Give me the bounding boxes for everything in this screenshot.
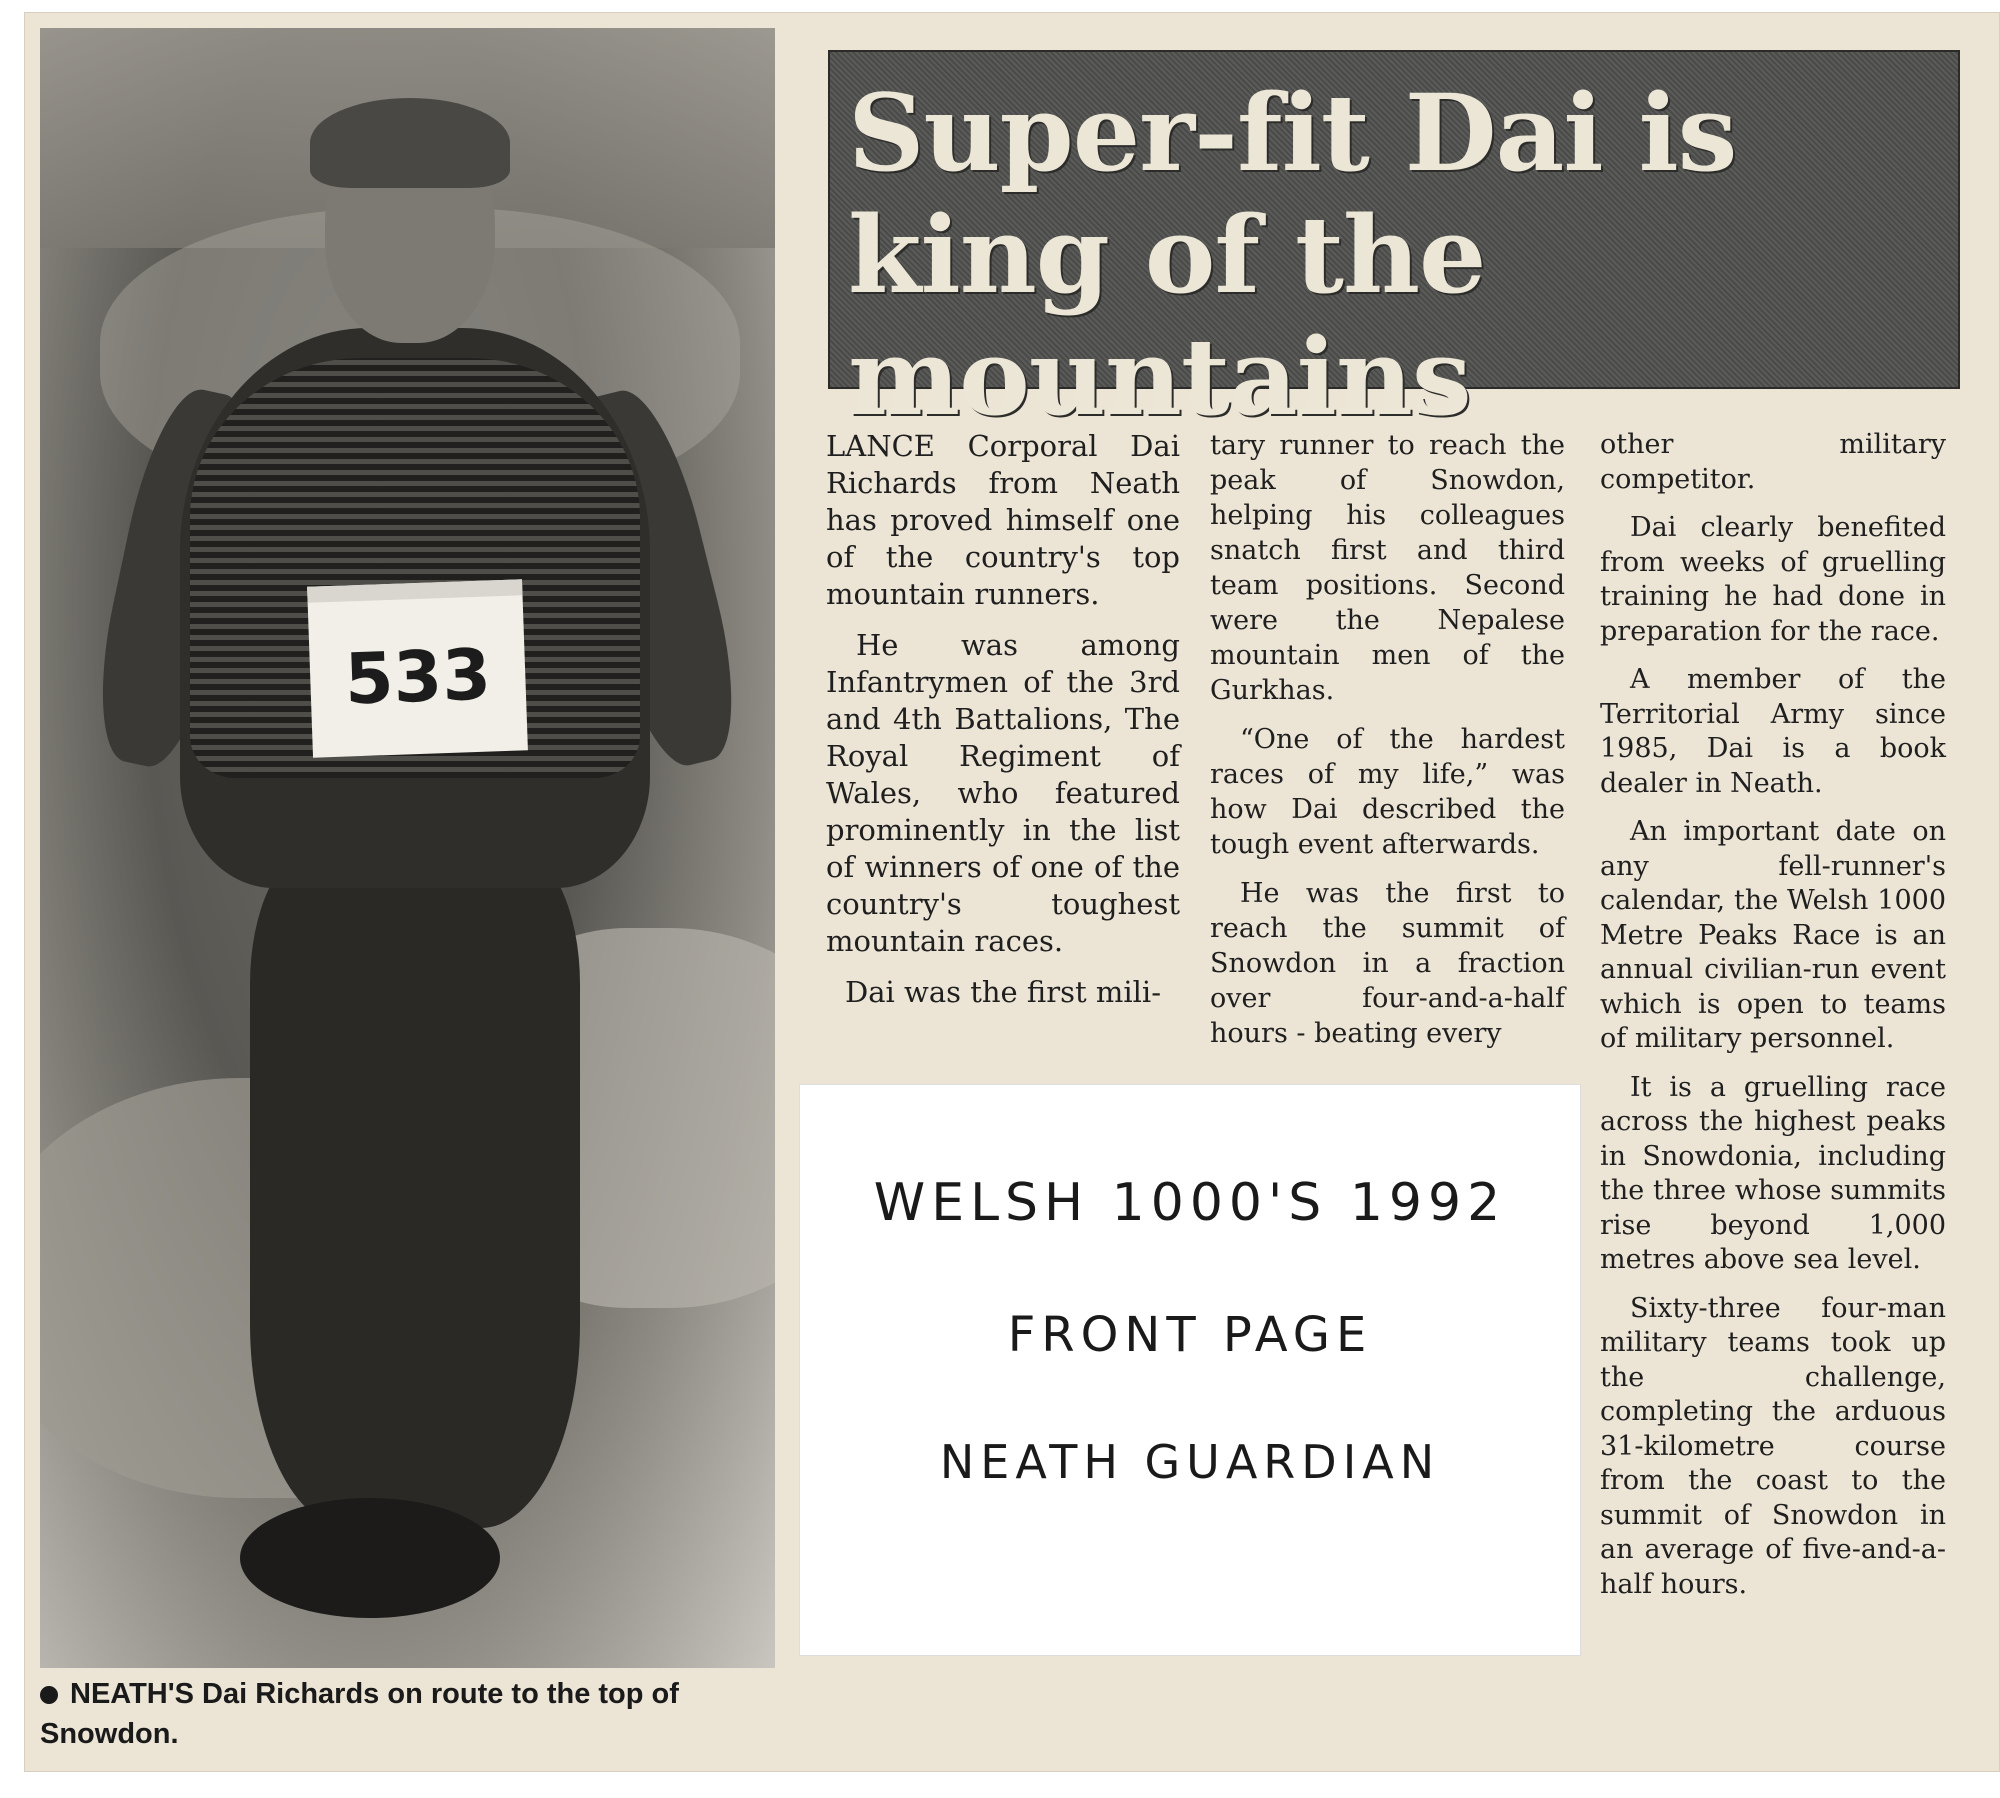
note-line-2: FRONT PAGE — [1007, 1307, 1373, 1363]
article-paragraph: Dai clearly benefited from weeks of gruelling training he had done in preparation for the race. — [1600, 512, 1946, 647]
article-column-3 — [1600, 428, 1946, 1616]
article-paragraph: An important date on any fell-runner's calendar, the Welsh 1000 Metre Peaks Race is an annual civilian-run event which is open to teams of military personnel. — [1600, 816, 1946, 1054]
article-paragraph: Dai was the first mili- — [844, 975, 1162, 1009]
article-paragraph: A member of the Territorial Army since 1985, Dai is a book dealer in Neath. — [1600, 664, 1946, 799]
headline — [848, 72, 1948, 438]
article-column-2 — [1210, 428, 1565, 1065]
article-paragraph: other military competitor. — [1600, 429, 1946, 495]
article-paragraph: LANCE Corporal Dai Richards from Neath has proved himself one of the country's top mountain runners. — [826, 429, 1180, 611]
article-paragraph: It is a gruelling race across the highest peaks in Snowdonia, including the three whose summits rise beyond 1,000 metres above sea level. — [1600, 1071, 1946, 1275]
runner-photo — [40, 28, 775, 1668]
runner-cap — [310, 98, 510, 188]
article-column-1 — [826, 428, 1180, 1025]
photo-caption — [40, 1674, 780, 1754]
article-paragraph: “One of the hardest races of my life,” was how Dai described the tough event afterwards. — [1210, 724, 1565, 860]
race-bib: 533 — [307, 579, 528, 757]
headline-box — [828, 50, 1960, 439]
runner-legs — [250, 848, 580, 1528]
headline-line-2: king of the mountains — [848, 192, 1486, 439]
article-paragraph: tary runner to reach the peak of Snowdon, helping his colleagues snatch first and third team positions. Second were the Nepalese mountain men of the Gurkhas. — [1210, 430, 1565, 706]
note-line-3: NEATH GUARDIAN — [939, 1435, 1441, 1489]
caption-text: NEATH'S Dai Richards on route to the top of Snowdon. — [40, 1678, 679, 1750]
article-paragraph: Sixty-three four-man military teams took up the challenge, completing the arduous 31-kilometre course from the coast to the summit of Snowdon in an average of five-and-a-half hours. — [1600, 1292, 1946, 1600]
headline-line-1: Super-fit Dai is — [848, 70, 1737, 195]
article-paragraph: He was the first to reach the summit of Snowdon in a fraction over four-and-a-half hours - beating every — [1210, 878, 1565, 1049]
runner-shadow — [240, 1498, 500, 1618]
handwritten-note — [800, 1085, 1580, 1655]
note-line-1: WELSH 1000'S 1992 — [873, 1173, 1507, 1233]
bullet-icon — [40, 1686, 58, 1704]
article-paragraph: He was among Infantrymen of the 3rd and 4th Battalions, The Royal Regiment of Wales, who featured prominently in the list of winners of one of the country's toughest mountain races. — [826, 628, 1180, 958]
